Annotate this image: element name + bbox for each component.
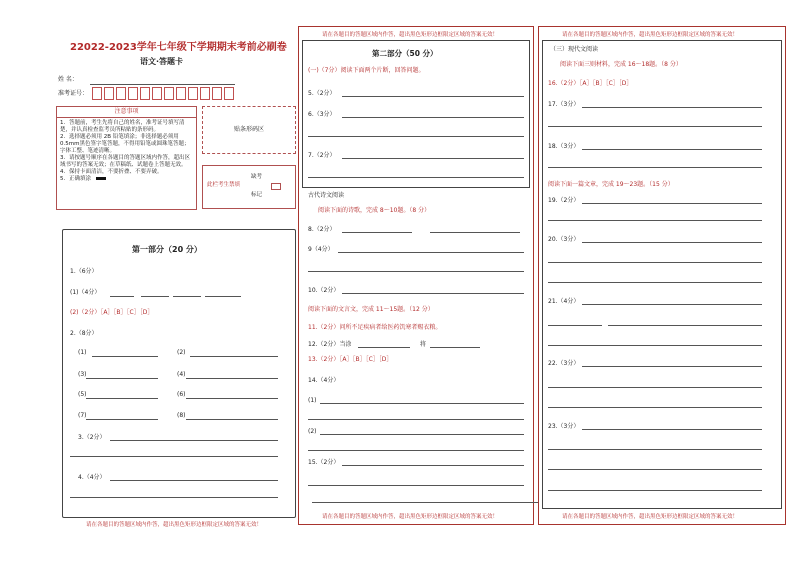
- q14-label: 14.（4分）: [308, 377, 340, 384]
- q15-label: 15.（2分）: [308, 459, 340, 466]
- absent-mark-1: 缺考: [251, 174, 263, 180]
- name-label: 姓 名：: [58, 76, 78, 83]
- barcode-area: [202, 106, 296, 154]
- q20-line-1[interactable]: [582, 242, 762, 243]
- q20-label: 20.（3分）: [548, 236, 580, 243]
- q2-label: 2.（8分）: [70, 330, 98, 337]
- q18-label: 18.（3分）: [548, 143, 580, 150]
- q13-choices[interactable]: 13.（2分）［A］［B］［C］［D］: [308, 356, 393, 363]
- q2-sub4-blank[interactable]: [186, 378, 278, 379]
- right-footer-warning: 请在各题目的答题区域内作答，超出黑色矩形边框限定区域的答案无效！: [562, 514, 739, 520]
- middle-footer-warning: 请在各题目的答题区域内作答，超出黑色矩形边框限定区域的答案无效！: [322, 514, 499, 520]
- exam-title: 22022-2023学年七年级下学期期末考前必刷卷: [70, 42, 287, 53]
- q10-line[interactable]: [342, 293, 524, 294]
- q1-2-choices[interactable]: (2)（2分）［A］［B］［C］［D］: [70, 309, 154, 316]
- q17-label: 17.（3分）: [548, 101, 580, 108]
- q3-label: 3.（2分）: [78, 434, 106, 441]
- part2-reading-frame: [302, 40, 530, 188]
- q14-sub1: (1): [308, 397, 317, 404]
- barcode-label: 贴条形码区: [233, 126, 264, 133]
- sec3-instruction: 阅读下面的文言文，完成 11～15题。（12 分）: [308, 306, 434, 313]
- q20-line-2[interactable]: [548, 262, 762, 263]
- q1-1-blank-4[interactable]: [205, 296, 241, 297]
- right-sec-title: （三）现代文阅读: [550, 46, 599, 53]
- q2-sub3: (3): [78, 371, 87, 378]
- q11-label: 11.（2分）问所不足疾病者给医药饥寒者赐衣粮。: [308, 324, 442, 331]
- q10-label: 10.（2分）: [308, 287, 340, 294]
- q21-line-3[interactable]: [608, 325, 762, 326]
- q8-label: 8.（2分）: [308, 226, 336, 233]
- q2-sub5-blank[interactable]: [86, 398, 158, 399]
- q4-line-2[interactable]: [70, 497, 278, 498]
- sec2-instruction: 阅读下面的诗歌，完成 8～10题。（8 分）: [318, 207, 431, 214]
- q2-sub2: (2): [177, 349, 186, 356]
- q14-sub1-line-2[interactable]: [308, 419, 524, 420]
- q2-sub1-blank[interactable]: [92, 356, 158, 357]
- q8-line-1[interactable]: [342, 232, 412, 233]
- q15-line-2[interactable]: [308, 485, 524, 486]
- q2-sub5: (5): [78, 391, 87, 398]
- absent-mark-2: 标记: [251, 192, 263, 198]
- q4-line-1[interactable]: [110, 480, 278, 481]
- q15-line-1[interactable]: [342, 465, 524, 466]
- part1-title: 第一部分（20 分）: [132, 245, 202, 254]
- q22-line-3[interactable]: [548, 407, 762, 408]
- note-1: 1．答题前，考生先将自己的姓名，准考证号填写清楚，并认真检查监考员所粘贴的条形码。: [60, 120, 185, 133]
- q19-line-1[interactable]: [582, 203, 762, 204]
- q23-line-3[interactable]: [548, 469, 762, 470]
- q23-label: 23.（3分）: [548, 423, 580, 430]
- q2-sub1: (1): [78, 349, 87, 356]
- q22-line-1[interactable]: [582, 366, 762, 367]
- q23-line-1[interactable]: [582, 429, 762, 430]
- q1-1-blank-1[interactable]: [110, 296, 134, 297]
- q7-line-2[interactable]: [308, 177, 524, 178]
- q1-label: 1.（6分）: [70, 268, 98, 275]
- q14-sub1-line-1[interactable]: [320, 403, 524, 404]
- q8-line-2[interactable]: [430, 232, 520, 233]
- q1-1-label: (1)（4分）: [70, 289, 101, 296]
- q23-line-2[interactable]: [548, 449, 762, 450]
- q20-line-3[interactable]: [548, 282, 762, 283]
- q12-blank-2[interactable]: [430, 347, 480, 348]
- right-header-warning: 请在各题目的答题区域内作答，超出黑色矩形边框限定区域的答案无效！: [562, 32, 739, 38]
- q21-line-4[interactable]: [548, 345, 762, 346]
- q9-line-2[interactable]: [308, 271, 524, 272]
- part2-title: 第二部分（50 分）: [372, 49, 438, 58]
- q15-line-3[interactable]: [312, 502, 538, 503]
- sec1-instruction: (一)（7分）阅读下面两个片断，回答问题。: [308, 67, 425, 74]
- q2-sub4: (4): [177, 371, 186, 378]
- q19-line-2[interactable]: [548, 220, 762, 221]
- q1-1-blank-3[interactable]: [173, 296, 201, 297]
- q23-line-4[interactable]: [548, 490, 762, 491]
- q3-line-2[interactable]: [70, 456, 278, 457]
- q21-line-1[interactable]: [582, 304, 762, 305]
- q22-label: 22.（3分）: [548, 360, 580, 367]
- q1-1-blank-2[interactable]: [141, 296, 169, 297]
- q6-label: 6.（3分）: [308, 111, 336, 118]
- q3-line-1[interactable]: [110, 440, 278, 441]
- right-sec2-instruction: 阅读下面一篇文章，完成 19～23题。（15 分）: [548, 181, 674, 188]
- q6-line-2[interactable]: [308, 136, 524, 137]
- q14-sub2-line-2[interactable]: [308, 450, 524, 451]
- q12-label: 12.（2分）当涂: [308, 341, 352, 348]
- q9-label: 9（4分）: [308, 246, 334, 253]
- sec2-title: 古代诗文阅读: [308, 192, 345, 199]
- note-2: 2．选择题必须用 2B 铅笔填涂；非选择题必须用0.5mm黑色签字笔答题，不得用铅笔或圆珠笔答题；字体工整、笔迹清晰。: [60, 134, 190, 154]
- id-label: 准考证号：: [58, 90, 89, 97]
- q16-choices[interactable]: 16.（2分）［A］［B］［C］［D］: [548, 80, 633, 87]
- filled-example-icon: [96, 177, 106, 180]
- name-field[interactable]: [90, 84, 235, 85]
- absent-box: [202, 165, 296, 209]
- q7-label: 7.（2分）: [308, 152, 336, 159]
- q6-line-1[interactable]: [342, 117, 524, 118]
- right-sec-instruction: 阅读下面三则材料，完成 16～18题。（8 分）: [560, 61, 682, 68]
- q2-sub8-blank[interactable]: [186, 419, 278, 420]
- q2-sub7: (7): [78, 412, 87, 419]
- q7-line-1[interactable]: [342, 158, 524, 159]
- q17-line-2[interactable]: [548, 126, 762, 127]
- notes-title: 注意事项: [57, 107, 196, 118]
- q19-label: 19.（2分）: [548, 197, 580, 204]
- absent-label: 此栏考生禁填: [207, 182, 241, 188]
- note-5-text: 5．正确填涂: [60, 176, 91, 182]
- q2-sub8: (8): [177, 412, 186, 419]
- q5-label: 5.（2分）: [308, 90, 336, 97]
- note-4: 4．保持卡面清洁，不要折叠、不要弄破。: [60, 169, 163, 175]
- left-footer-warning: 请在各题目的答题区域内作答，超出黑色矩形边框限定区域的答案无效！: [86, 522, 263, 528]
- q18-line-1[interactable]: [582, 149, 762, 150]
- q2-sub6-blank[interactable]: [186, 398, 278, 399]
- note-5: [60, 176, 193, 183]
- q12-blank-1[interactable]: [358, 347, 410, 348]
- q2-sub6: (6): [177, 391, 186, 398]
- notes-box: [56, 106, 197, 210]
- q14-sub2: (2): [308, 428, 317, 435]
- note-3: 3．请按题号顺序在各题目的答题区域内作答，超出区域书写的答案无效；在草稿纸、试题卷上答题无效。: [60, 155, 191, 168]
- right-inner-frame: [542, 40, 782, 509]
- middle-header-warning: 请在各题目的答题区域内作答，超出黑色矩形边框限定区域的答案无效！: [322, 32, 499, 38]
- q5-line[interactable]: [342, 96, 524, 97]
- q9-line-1[interactable]: [338, 252, 524, 253]
- absent-checkbox[interactable]: [271, 183, 281, 190]
- q17-line-1[interactable]: [582, 107, 762, 108]
- q2-sub7-blank[interactable]: [86, 419, 158, 420]
- q12b-label: 将: [420, 341, 427, 348]
- q4-label: 4.（4分）: [78, 474, 106, 481]
- q22-line-2[interactable]: [548, 387, 762, 388]
- q2-sub2-blank[interactable]: [190, 356, 278, 357]
- exam-subtitle: 语文·答题卡: [140, 57, 184, 66]
- q2-sub3-blank[interactable]: [86, 378, 158, 379]
- q21-line-2[interactable]: [548, 325, 602, 326]
- q18-line-2[interactable]: [548, 167, 762, 168]
- q21-label: 21.（4分）: [548, 298, 580, 305]
- q14-sub2-line-1[interactable]: [320, 434, 524, 435]
